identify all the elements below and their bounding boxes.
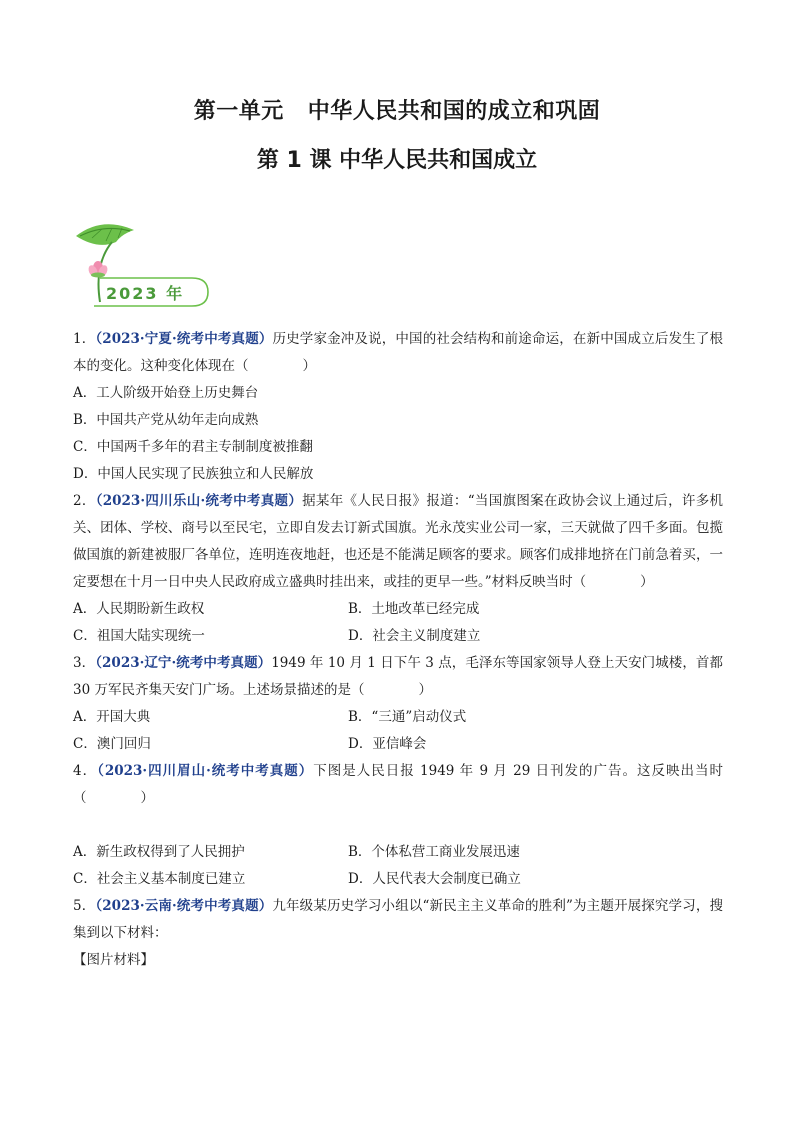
option-d: D．社会主义制度建立: [348, 628, 481, 644]
option-d: D．中国人民实现了民族独立和人民解放: [73, 466, 314, 482]
unit-subtitle: 中华人民共和国的成立和巩固: [307, 99, 601, 124]
question-stem: 5．（2023·云南·统考中考真题）九年级某历史学习小组以“新民主主义革命的胜利”为主题开展探究学习，搜集到以下材料：: [73, 898, 723, 941]
option-a: A．开国大典: [73, 709, 151, 725]
unit-title: [0, 94, 794, 125]
year-badge: [72, 220, 212, 310]
question-stem: 2．（2023·四川乐山·统考中考真题）据某年《人民日报》报道：“当国旗图案在政协会议上通过后，许多机关、团体、学校、商号以至民宅，立即自发去订新式国旗。光永茂实业公司一家，三天就做了四千多面。包揽做国旗的新建被服厂各单位，连明连夜地赶，也还是不能满足顾客的要求。顾客们成排地挤在门前急着买，一定要想在十月一日中央人民政府成立盛典时挂出来，或挂的更早一些。”材料反映当时（ ）: [73, 493, 724, 590]
question-source: （2023·云南·统考中考真题）: [95, 898, 273, 914]
option-c: C．社会主义基本制度已建立: [73, 871, 246, 887]
question-stem: 4．（2023·四川眉山·统考中考真题）下图是人民日报 1949 年 9 月 29 日刊发的广告。这反映出当时（ ）: [73, 763, 724, 806]
material-label: 【图片材料】: [73, 952, 154, 968]
question-stem: 3．（2023·辽宁·统考中考真题）1949 年 10 月 1 日下午 3 点，毛泽东等国家领导人登上天安门城楼，首都 30 万军民齐集天安门广场。上述场景描述的是（ ）: [73, 655, 723, 698]
figure-placeholder: [73, 812, 723, 839]
option-d: D．亚信峰会: [348, 736, 427, 752]
option-a: A．工人阶级开始登上历史舞台: [73, 385, 259, 401]
question-source: （2023·宁夏·统考中考真题）: [95, 331, 273, 347]
question-4: [73, 758, 723, 893]
badge-year: 2023 年: [106, 284, 185, 303]
question-1: [73, 326, 723, 488]
question-source: （2023·辽宁·统考中考真题）: [95, 655, 272, 671]
option-c: C．澳门回归: [73, 736, 151, 752]
question-source: （2023·四川眉山·统考中考真题）: [97, 763, 314, 779]
option-d: D．人民代表大会制度已确立: [348, 871, 521, 887]
question-2: [73, 488, 723, 650]
option-a: A．新生政权得到了人民拥护: [73, 844, 245, 860]
option-b: B．“三通”启动仪式: [348, 709, 467, 725]
option-c: C．中国两千多年的君主专制制度被推翻: [73, 439, 313, 455]
option-c: C．祖国大陆实现统一: [73, 628, 205, 644]
unit-label: 第一单元: [193, 99, 284, 124]
question-stem: 1．（2023·宁夏·统考中考真题）历史学家金冲及说，中国的社会结构和前途命运，在新中国成立后发生了根本的变化。这种变化体现在（ ）: [73, 331, 723, 374]
question-source: （2023·四川乐山·统考中考真题）: [95, 493, 303, 509]
lesson-title: 第 1 课 中华人民共和国成立: [256, 148, 538, 173]
question-3: [73, 650, 723, 758]
option-b: B．中国共产党从幼年走向成熟: [73, 412, 259, 428]
question-list: [73, 326, 723, 974]
question-5: [73, 893, 723, 974]
option-b: B．土地改革已经完成: [348, 601, 480, 617]
option-b: B．个体私营工商业发展迅速: [348, 844, 520, 860]
option-a: A．人民期盼新生政权: [73, 601, 205, 617]
